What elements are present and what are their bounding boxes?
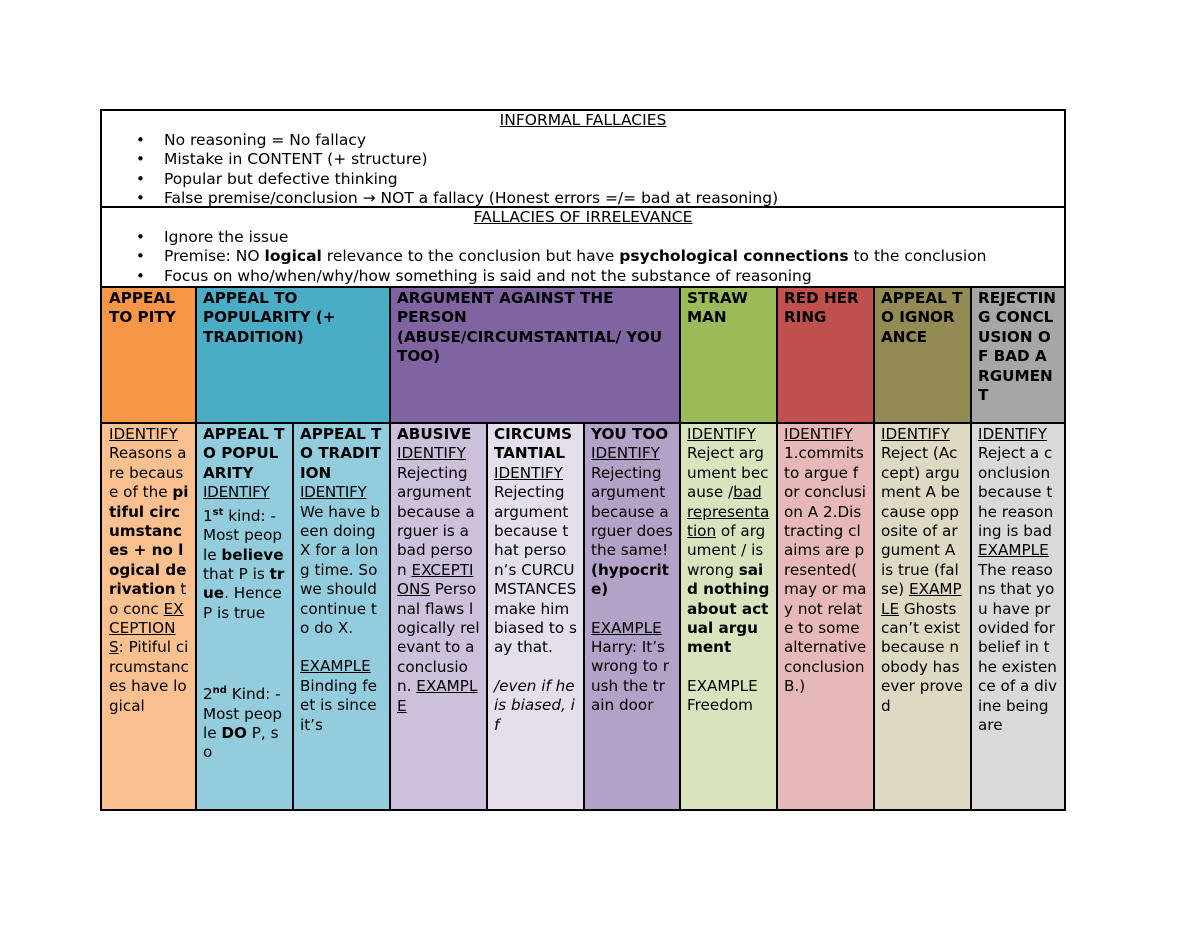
identify-label: IDENTIFY [109,425,178,443]
bullet-item: • Ignore the issue [102,228,1064,248]
bullet-item: • Mistake in CONTENT (+ structure) [102,150,1064,170]
informal-fallacies-section [102,111,1064,208]
identify-label: IDENTIFY [784,425,853,443]
column-divider [583,423,585,811]
cell-red-herring: IDENTIFY 1.commits to argue for conclusion A 2.Distracting claims are presented( may or may not relate to some alternative conclusion B.) [777,423,874,811]
cell-appeal-to-pity: IDENTIFY Reasons are because of the pitiful circumstances + no logical derivation to conc EXCEPTIONS: Pitiful circumstances have logical [102,423,196,811]
irrelevance-bullet-list [102,228,1064,287]
example-label: EXAMPLE [687,676,758,695]
exceptions-label: EXCEPTIONS [109,599,184,657]
cell-appeal-to-tradition: APPEAL TO TRADITION IDENTIFY We have been doing X for a long time. So we should continue to do X. EXAMPLE Binding feet is since it’s [293,423,390,811]
header-red-herring: RED HERRING [777,287,874,423]
exceptions-label: EXCEPTIONS [397,560,474,599]
column-divider [292,423,294,811]
example-label: EXAMPLE [300,657,371,676]
column-divider [970,287,972,811]
irrelevance-section [102,208,1064,287]
identify-label: IDENTIFY [881,425,950,443]
identify-label: IDENTIFY [397,444,466,463]
page-title: INFORMAL FALLACIES [499,111,667,129]
column-divider [873,287,875,811]
identify-label: IDENTIFY [494,463,563,482]
identify-label: IDENTIFY [591,444,660,463]
section-title: FALLACIES OF IRRELEVANCE [473,208,693,226]
header-argument-against-person: ARGUMENT AGAINST THE PERSON (ABUSE/CIRCUMSTANTIAL/ YOU TOO) [390,287,680,423]
fallacies-table [100,109,1066,811]
column-divider [679,287,681,811]
header-appeal-to-ignorance: APPEAL TO IGNORANCE [874,287,971,423]
cell-rejecting-conclusion: IDENTIFY Reject a conclusion because the reasoning is bad EXAMPLE The reasons that you have provided for belief in the existence of a divine being are [971,423,1064,811]
bullet-item: • Popular but defective thinking [102,170,1064,190]
identify-label: IDENTIFY [687,425,756,443]
cell-abusive: ABUSIVE IDENTIFY Rejecting argument because arguer is a bad person EXCEPTIONS Personal flaws logically relevant to a conclusion. EXAMPLE [390,423,487,811]
example-label: EXAMPLE [591,618,662,637]
cell-appeal-to-popularity: APPEAL TO POPULARITY IDENTIFY 1st kind: -Most people believe that P is true. Hence P is true 2nd Kind: -Most people DO P, so [196,423,293,811]
header-straw-man: STRAW MAN [680,287,777,423]
column-divider [776,287,778,811]
example-label: EXAMPLE [881,580,962,618]
header-rejecting-conclusion: REJECTING CONCLUSION OF BAD ARGUMENT [971,287,1064,423]
informal-bullet-list [102,131,1064,209]
bullet-item: • No reasoning = No fallacy [102,131,1064,151]
bullet-item: • Premise: NO logical relevance to the conclusion but have psychological connections to the conclusion [102,247,1064,267]
example-label: EXAMPLE [978,541,1049,560]
identify-label: IDENTIFY [203,483,270,502]
column-divider [195,287,197,811]
example-label: EXAMPLE [397,677,478,715]
identify-label: IDENTIFY [300,483,367,502]
header-appeal-to-popularity: APPEAL TO POPULARITY (+ TRADITION) [196,287,390,423]
header-appeal-to-pity: APPEAL TO PITY [102,287,196,423]
column-divider [486,423,488,811]
identify-label: IDENTIFY [978,425,1047,443]
cell-you-too: YOU TOO IDENTIFY Rejecting argument because arguer does the same! (hypocrite) EXAMPLE Harry: It’s wrong to rush the train door [584,423,680,811]
cell-circumstantial: CIRCUMSTANTIAL IDENTIFY Rejecting argument because that person’s CURCUMSTANCES make him biased to say that. /even if he is biased, if [487,423,584,811]
bullet-item: • False premise/conclusion → NOT a fallacy (Honest errors =/= bad at reasoning) [102,189,1064,209]
cell-straw-man: IDENTIFY Reject argument because /bad representation of argument / is wrong said nothing about actual argument EXAMPLE Freedom [680,423,777,811]
bullet-item: • Focus on who/when/why/how something is said and not the substance of reasoning [102,267,1064,287]
column-divider [389,287,391,811]
row-divider [102,286,1064,288]
cell-appeal-to-ignorance: IDENTIFY Reject (Accept) argument A because opposite of argument A is true (false) EXAMPLE Ghosts can’t exist because nobody has ever proved [874,423,971,811]
